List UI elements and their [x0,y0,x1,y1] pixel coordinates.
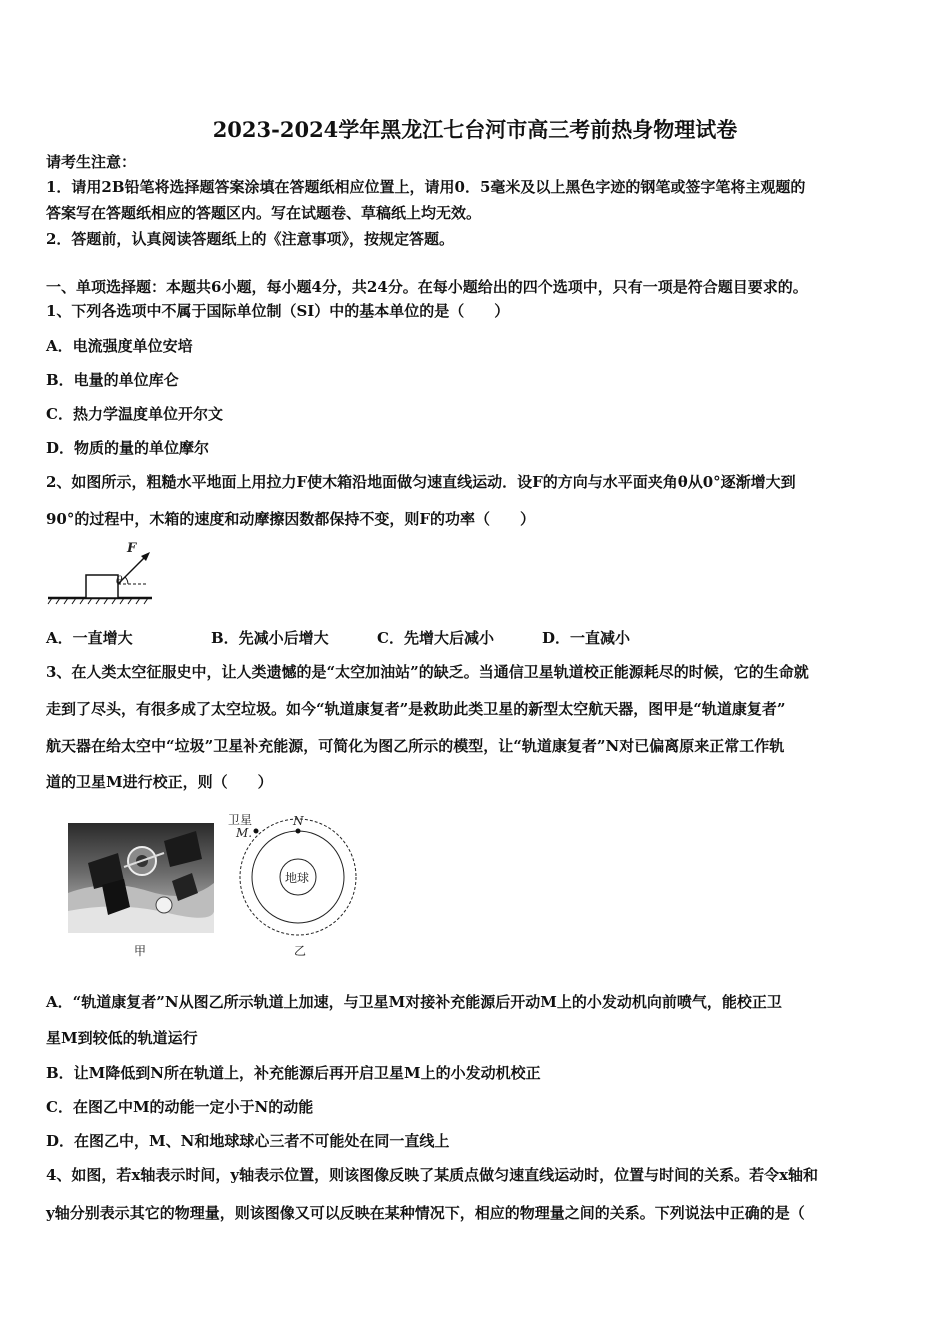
spacecraft-photo [68,823,214,933]
question-2-option-a: A．一直增大 [46,629,133,647]
question-3-stem-line-4: 道的卫星M进行校正，则（ ） [46,773,273,791]
question-3-stem-line-2: 走到了尽头，有很多成了太空垃圾。如今“轨道康复者”是救助此类卫星的新型太空航天器，图甲是“轨道康复者” [46,700,786,718]
question-3-option-d: D．在图乙中，M、N和地球球心三者不可能处在同一直线上 [46,1132,450,1150]
satellite-label: 卫星 [228,813,253,827]
question-4-stem-line-2: y轴分别表示其它的物理量，则该图像又可以反映在某种情况下，相应的物理量之间的关系。下列说法中正确的是（ [46,1204,805,1222]
question-3-option-a: A．“轨道康复者”N从图乙所示轨道上加速，与卫星M对接补充能源后开动M上的小发动机向前喷气，能校正卫 [46,993,782,1011]
question-1-option-b: B．电量的单位库仑 [46,371,179,389]
page-title: 2023-2024学年黑龙江七台河市高三考前热身物理试卷 [212,117,738,142]
question-1-option-c: C．热力学温度单位开尔文 [46,405,223,423]
question-2-option-c: C．先增大后减小 [377,629,494,647]
notice-heading: 请考生注意： [46,153,137,171]
question-4-stem-line-1: 4、如图，若x轴表示时间，y轴表示位置，则该图像反映了某质点做匀速直线运动时，位置与时间的关系。若令x轴和 [46,1166,819,1184]
question-3-option-c: C．在图乙中M的动能一定小于N的动能 [46,1098,314,1116]
earth-label: 地球 [285,871,310,885]
notice-item-2: 2．答题前，认真阅读答题纸上的《注意事项》，按规定答题。 [46,230,454,248]
n-label: N [293,814,304,828]
wooden-box [86,575,118,598]
satellite-n [296,829,301,834]
figure-caption-jia: 甲 [134,944,147,958]
force-label: F [127,541,137,556]
question-2-force-diagram [46,540,156,610]
satellite-m [254,829,259,834]
question-1-option-a: A．电流强度单位安培 [46,337,193,355]
notice-item-1-cont: 答案写在答题纸相应的答题区内。写在试题卷、草稿纸上均无效。 [46,204,482,222]
question-2-stem-line-2: 90°的过程中，木箱的速度和动摩擦因数都保持不变，则F的功率（ ） [46,510,536,528]
question-2-option-d: D．一直减小 [542,629,631,647]
question-1-stem: 1、下列各选项中不属于国际单位制（SI）中的基本单位的是（ ） [46,302,510,320]
notice-item-1: 1．请用2B铅笔将选择题答案涂填在答题纸相应位置上，请用0．5毫米及以上黑色字迹的钢笔或签字笔将主观题的 [46,178,806,196]
question-2-option-b: B．先减小后增大 [211,629,329,647]
section-heading: 一、单项选择题：本题共6小题，每小题4分，共24分。在每小题给出的四个选项中，只有一项是符合题目要求的。 [46,278,808,296]
question-1-option-d: D．物质的量的单位摩尔 [46,439,210,457]
question-3-stem-line-1: 3、在人类太空征服史中，让人类遗憾的是“太空加油站”的缺乏。当通信卫星轨道校正能源耗尽的时候，它的生命就 [46,663,809,681]
question-3-option-a-cont: 星M到较低的轨道运行 [46,1029,198,1047]
angle-label: θ [116,574,123,587]
m-label: M. [236,826,253,840]
question-3-stem-line-3: 航天器在给太空中“垃圾”卫星补充能源，可简化为图乙所示的模型，让“轨道康复者”N对已偏离原来正常工作轨 [46,737,785,755]
figure-caption-yi: 乙 [294,944,307,958]
question-3-option-b: B．让M降低到N所在轨道上，补充能源后再开启卫星M上的小发动机校正 [46,1064,541,1082]
question-2-stem-line-1: 2、如图所示，粗糙水平地面上用拉力F使木箱沿地面做匀速直线运动．设F的方向与水平面夹角θ从0°逐渐增大到 [46,473,796,491]
